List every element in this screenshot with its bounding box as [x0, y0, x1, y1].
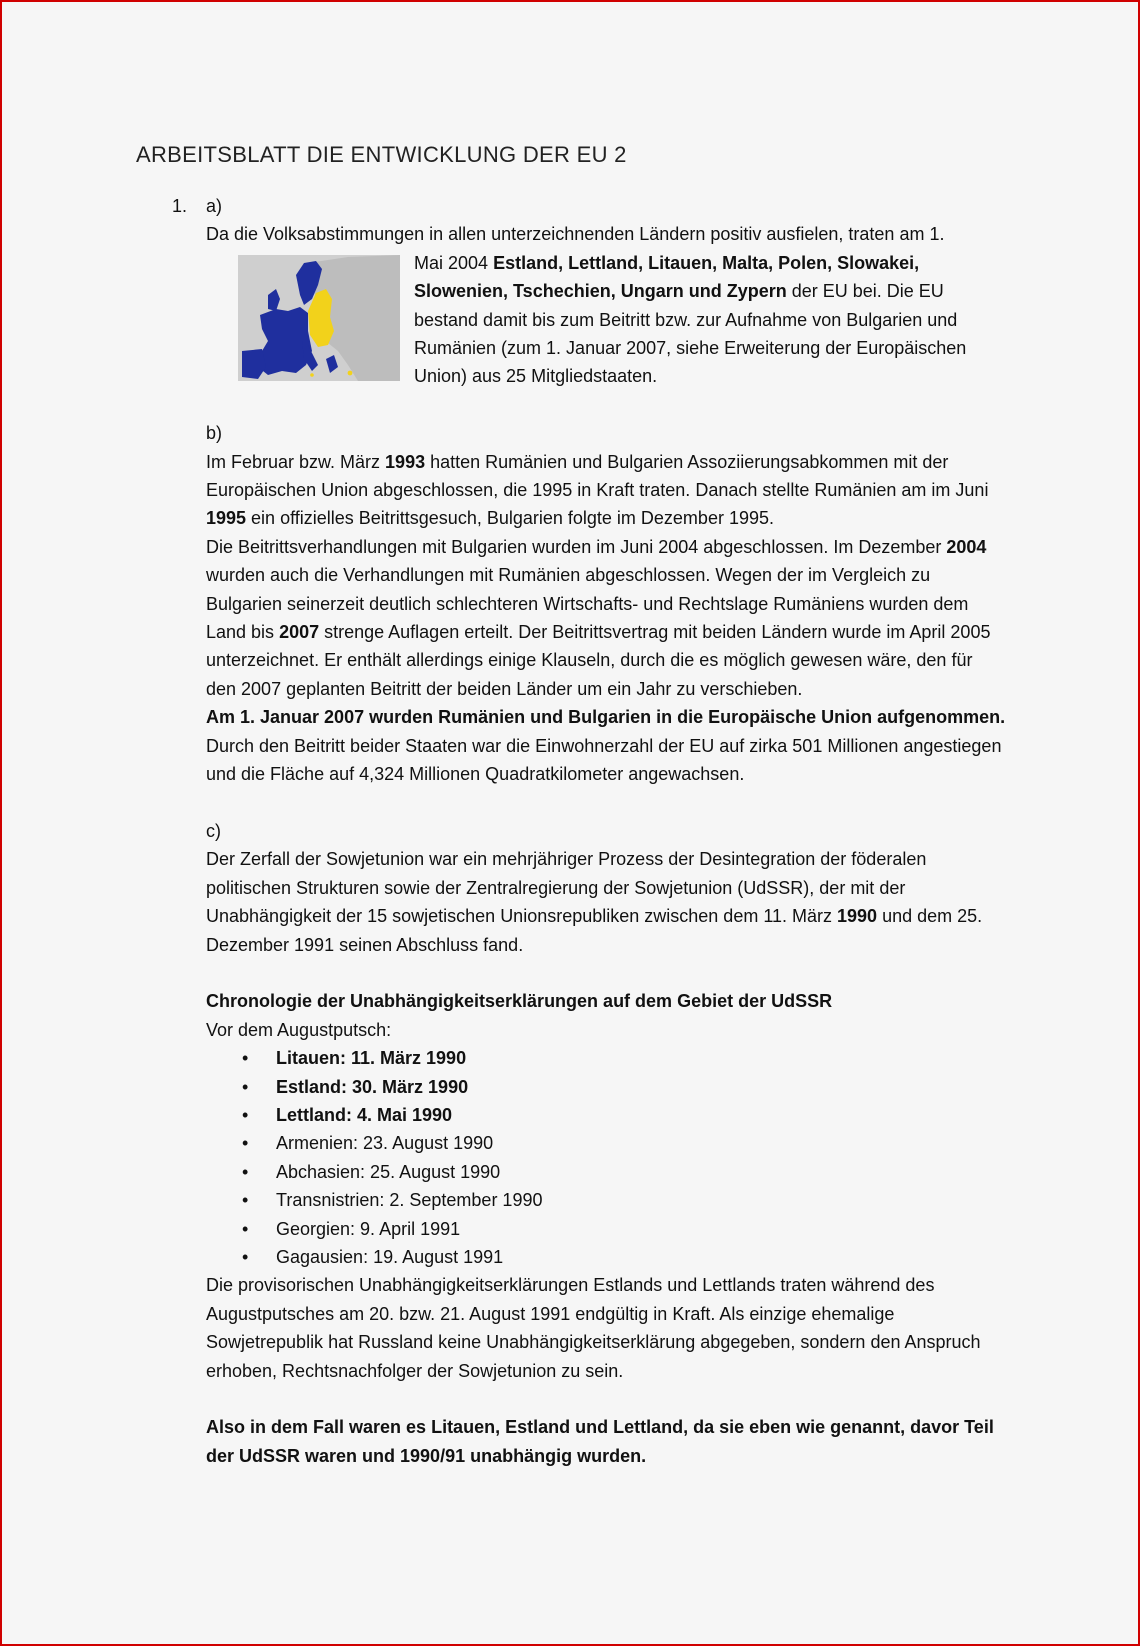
text-span: Der Zerfall der Sowjetunion war ein mehrjähriger Prozess der Desintegration der föderalen politischen Strukturen sowie der Zentralregierung der Sowjetunion (UdSSR), der mit der Unabhängigkeit der 15 sowjetischen Unionsrepubliken zwischen dem 11. März — [206, 849, 927, 927]
list-item-text: Armenien: 23. August 1990 — [276, 1133, 494, 1154]
bullet-icon: • — [242, 1161, 249, 1182]
bold-year: 1995 — [206, 508, 247, 529]
text-span: und dem 25. Dezember 1991 seinen Abschluss fand. — [206, 906, 983, 955]
document-body — [206, 192, 1006, 1470]
chronology-heading — [206, 987, 1006, 1015]
list-item-text: Litauen: 11. März 1990 — [276, 1048, 467, 1069]
section-b-paragraph-1 — [206, 448, 1006, 533]
text-span: Durch den Beitritt beider Staaten war die Einwohnerzahl der EU auf zirka 501 Millionen angestiegen und die Fläche auf 4,324 Millionen Quadratkilometer angewachsen. — [206, 735, 1002, 785]
list-item — [242, 1158, 1006, 1186]
section-a-text-post: der EU bei. Die EU bestand damit bis zum Beitritt bzw. zur Aufnahme von Bulgarien und Rumänien (zum 1. Januar 2007, siehe Erweiterung der Europäischen Union) aus 25 Mitgliedstaaten. — [414, 281, 967, 387]
text-span: Die Beitrittsverhandlungen mit Bulgarien wurden im Juni 2004 abgeschlossen. Im Dezember — [206, 536, 947, 557]
list-item-text: Georgien: 9. April 1991 — [276, 1218, 461, 1239]
eu-enlargement-map-icon — [238, 255, 400, 381]
bullet-icon: • — [242, 1104, 249, 1125]
chronology-intro: Vor dem Augustputsch: — [206, 1019, 392, 1040]
bullet-icon: • — [242, 1048, 249, 1069]
bold-statement: Am 1. Januar 2007 wurden Rumänien und Bulgarien in die Europäische Union aufgenommen. — [206, 707, 1006, 728]
section-b-label: b) — [206, 423, 223, 444]
section-a-line1: Da die Volksabstimmungen in allen unterzeichnenden Ländern positiv ausfielen, traten am 1. — [206, 224, 945, 245]
list-item-text: Gagausien: 19. August 1991 — [276, 1246, 504, 1267]
bold-year: 1990 — [837, 906, 878, 927]
list-item-text: Estland: 30. März 1990 — [276, 1076, 469, 1097]
section-a-block — [206, 249, 1006, 391]
text-span: strenge Auflagen erteilt. Der Beitrittsvertrag mit beiden Ländern wurde im April 2005 unterzeichnet. Er enthält allerdings einige Klauseln, durch die es möglich gewesen wäre, den für den 2007 geplanten Beitritt der beiden Länder um ein Jahr zu verschieben. — [206, 622, 991, 699]
list-item — [242, 1073, 1006, 1101]
bullet-icon: • — [242, 1076, 249, 1097]
independence-list — [206, 1044, 1006, 1271]
section-a-text-pre: Mai 2004 — [414, 252, 494, 273]
list-item-text: Transnistrien: 2. September 1990 — [276, 1190, 543, 1211]
text-span: wurden auch die Verhandlungen mit Rumänien abgeschlossen. Wegen der im Vergleich zu Bulgarien seinerzeit deutlich schlechteren Wirtschafts- und Rechtslage Rumäniens wurden dem Land bis — [206, 565, 969, 643]
list-item — [242, 1129, 1006, 1157]
conclusion — [206, 1413, 1006, 1470]
section-c-paragraph-1 — [206, 845, 1006, 959]
section-c-paragraph-2: Die provisorischen Unabhängigkeitserklärungen Estlands und Lettlands traten während des Augustputsches am 20. bzw. 21. August 1991 endgültig in Kraft. Als einzige ehemalige Sowjetrepublik hat Russland keine Unabhängigkeitserklärung abgegeben, sondern den Anspruch erhoben, Rechtsnachfolger der Sowjetunion zu sein. — [206, 1275, 981, 1381]
list-item — [242, 1044, 1006, 1072]
section-a-label: a) — [206, 196, 223, 216]
list-item — [242, 1101, 1006, 1129]
list-item — [242, 1186, 1006, 1214]
bullet-icon: • — [242, 1133, 249, 1154]
list-item — [242, 1243, 1006, 1271]
section-a-countries: Estland, Lettland, Litauen, Malta, Polen, Slowakei, Slowenien, Tschechien, Ungarn und Zypern — [414, 252, 920, 302]
bold-year: 2004 — [946, 536, 987, 557]
list-number: 1. — [172, 196, 188, 216]
bold-year: 2007 — [279, 622, 320, 643]
text-span: ein offizielles Beitrittsgesuch, Bulgarien folgte im Dezember 1995. — [246, 508, 774, 529]
list-item — [242, 1215, 1006, 1243]
conclusion-text: Also in dem Fall waren es Litauen, Estland und Lettland, da sie eben wie genannt, davor Teil der UdSSR waren und 1990/91 unabhängig wurden. — [206, 1417, 994, 1466]
bold-year: 1993 — [385, 451, 426, 472]
text-span: hatten Rumänien und Bulgarien Assoziierungsabkommen mit der Europäischen Union abgeschlossen, die 1995 in Kraft traten. Danach stellte Rumänien am im Juni — [206, 451, 989, 501]
list-item-text: Lettland: 4. Mai 1990 — [276, 1104, 453, 1125]
bullet-icon: • — [242, 1190, 249, 1211]
bullet-icon: • — [242, 1246, 249, 1267]
page-title: ARBEITSBLATT DIE ENTWICKLUNG DER EU 2 — [136, 142, 627, 167]
list-item-text: Abchasien: 25. August 1990 — [276, 1161, 501, 1182]
chronology-heading-text: Chronologie der Unabhängigkeitserklärungen auf dem Gebiet der UdSSR — [206, 991, 833, 1012]
section-b-paragraph-3 — [206, 703, 1006, 788]
section-c-label: c) — [206, 820, 221, 841]
text-span: Im Februar bzw. März — [206, 451, 386, 472]
bullet-icon: • — [242, 1218, 249, 1239]
section-b-paragraph-2 — [206, 533, 1006, 703]
